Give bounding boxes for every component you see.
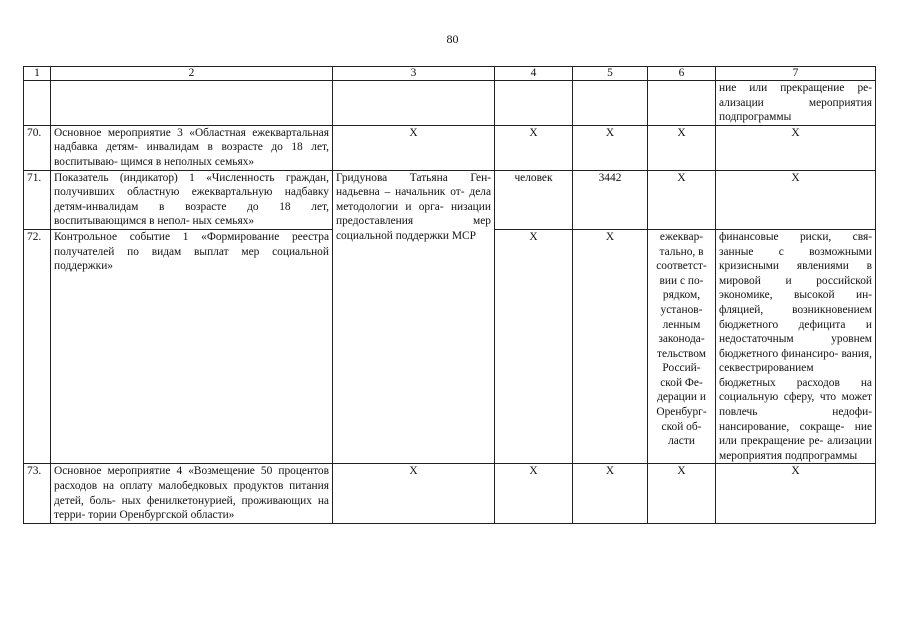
- header-cell: 4: [495, 67, 573, 81]
- header-cell: 1: [24, 67, 51, 81]
- program-table: [23, 66, 876, 524]
- value-cell: X: [573, 125, 648, 170]
- table-row: [24, 170, 876, 229]
- risk-cell: ние или прекращение ре- ализации мероприятия подпрограммы: [716, 81, 876, 126]
- value-cell: X: [573, 229, 648, 464]
- risk-cell: X: [716, 464, 876, 523]
- value-cell: 3442: [573, 170, 648, 229]
- responsible-cell: Гридунова Татьяна Ген- надьевна – начальник от- дела методологии и орга- низации предоставления мер социальной поддержки МСР: [333, 170, 495, 464]
- unit-cell: X: [495, 229, 573, 464]
- header-cell: 3: [333, 67, 495, 81]
- header-cell: 2: [51, 67, 333, 81]
- table-row-continuation: [24, 81, 876, 126]
- responsible-cell: X: [333, 464, 495, 523]
- value-cell: X: [573, 464, 648, 523]
- header-cell: 5: [573, 67, 648, 81]
- row-number: 72.: [24, 229, 51, 464]
- header-cell: 7: [716, 67, 876, 81]
- row-number: 70.: [24, 125, 51, 170]
- activity-cell: Показатель (индикатор) 1 «Численность граждан, получивших областную ежеквартальную надбавку детям-инвалидам в возрасте до 18 лет, воспитывающимся в непол- ных семьях»: [51, 170, 333, 229]
- row-number: 73.: [24, 464, 51, 523]
- risk-cell: финансовые риски, свя- занные с возможными кризисными явлениями в мировой и российской экономике, высокой ин- фляцией, возникновением бюджетного дефицита и недостаточным уровнем бюджетного финансиро- вания, секвестрированием бюджетных расходов на социальную сферу, что может повлечь недофи- нансирование, сокраще- ние или прекращение ре- ализации мероприятия подпрограммы: [716, 229, 876, 464]
- header-cell: 6: [648, 67, 716, 81]
- risk-cell: X: [716, 170, 876, 229]
- unit-cell: X: [495, 464, 573, 523]
- header-row: [24, 67, 876, 81]
- activity-cell: Основное мероприятие 3 «Областная ежеквартальная надбавка детям- инвалидам в возрасте до 18 лет, воспитываю- щимся в неполных семьях»: [51, 125, 333, 170]
- responsible-cell: X: [333, 125, 495, 170]
- deadline-cell: X: [648, 170, 716, 229]
- page-number: 80: [446, 32, 459, 46]
- table-row: [24, 464, 876, 523]
- activity-cell: Контрольное событие 1 «Формирование реестра получателей по видам выплат мер социальной поддержки»: [51, 229, 333, 464]
- risk-cell: X: [716, 125, 876, 170]
- deadline-cell: ежеквар- тально, в соответст- вии с по- рядком, установ- ленным законода- тельством Россий- ской Фе- дерации и Оренбург- ской об- ласти: [648, 229, 716, 464]
- deadline-cell: X: [648, 125, 716, 170]
- unit-cell: X: [495, 125, 573, 170]
- deadline-cell: X: [648, 464, 716, 523]
- activity-cell: Основное мероприятие 4 «Возмещение 50 процентов расходов на оплату малобедковых продуктов питания детей, боль- ных фенилкетонурией, проживающих на терри- тории Оренбургской области»: [51, 464, 333, 523]
- table-row: [24, 125, 876, 170]
- unit-cell: человек: [495, 170, 573, 229]
- row-number: 71.: [24, 170, 51, 229]
